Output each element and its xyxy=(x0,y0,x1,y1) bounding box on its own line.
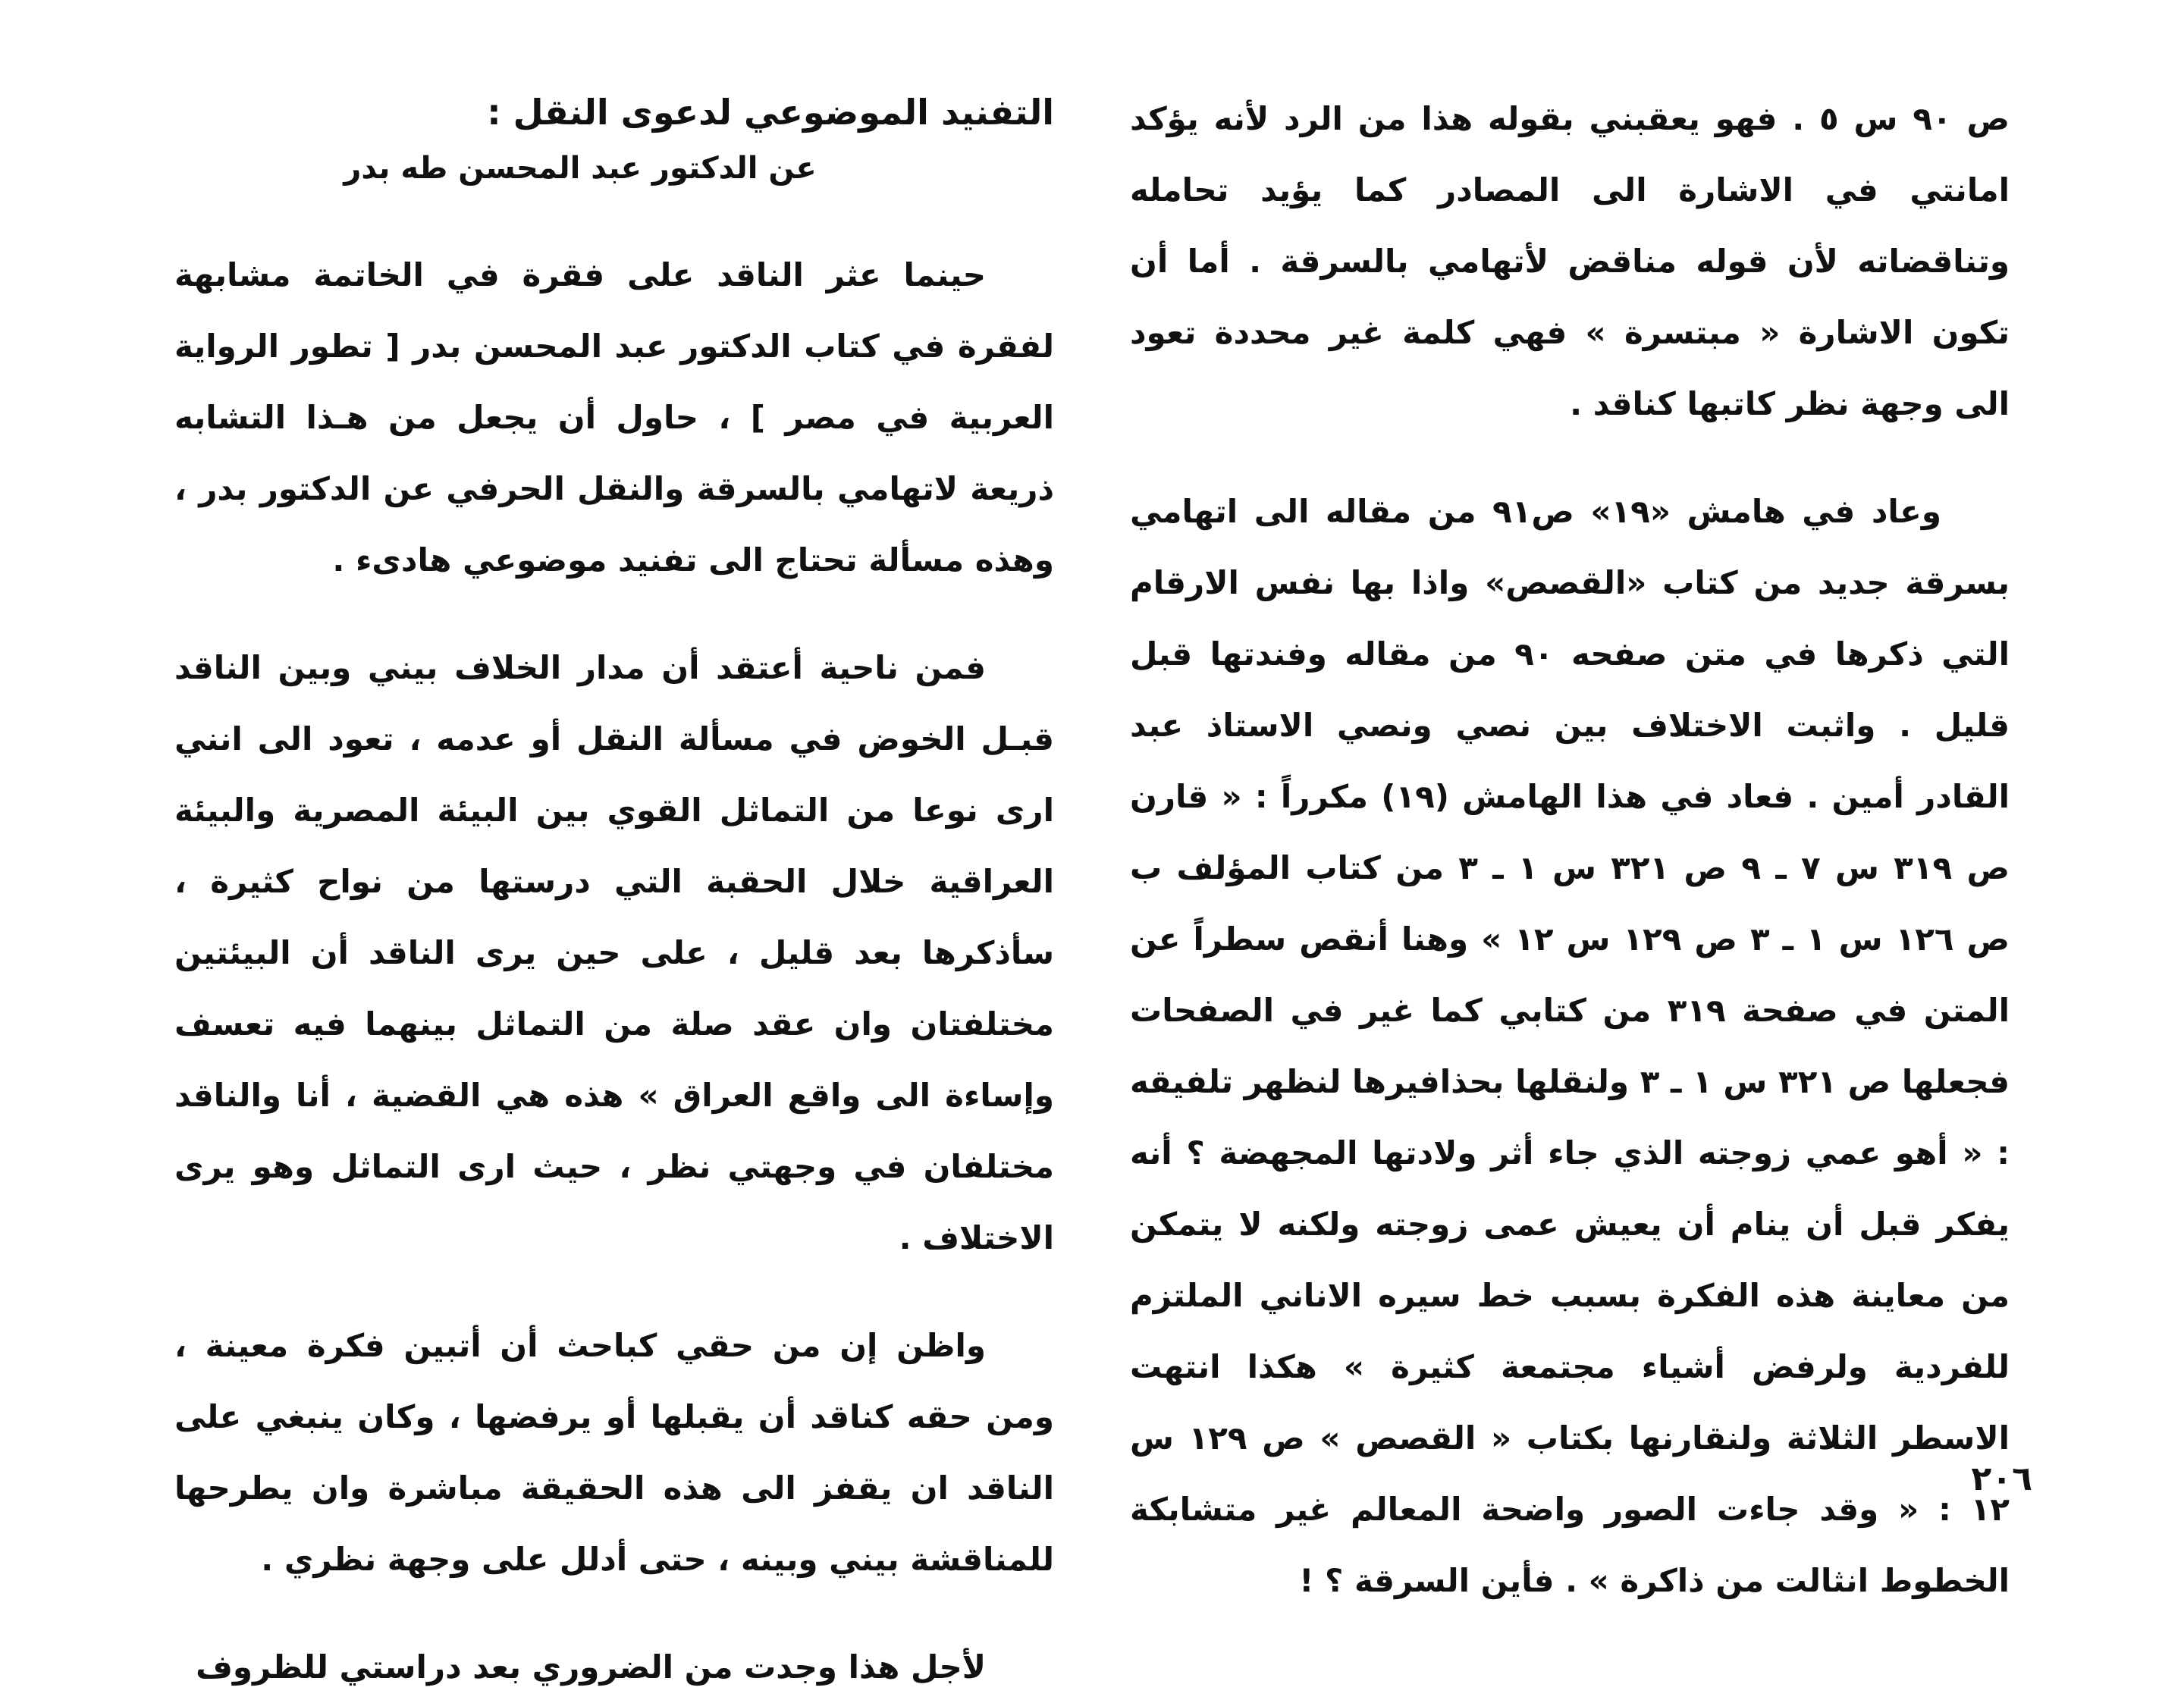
section-byline: عن الدكتور عبد المحسن طه بدر xyxy=(344,151,817,186)
right-paragraph-1: ص ٩٠ س ٥ . فهو يعقبني بقوله هذا من الرد لأنه يؤكد امانتي في الاشارة الى المصادر كما يؤيد تحامله وتناقضاته لأن قوله مناقض لأتهامي بالسرقة . أما أن تكون الاشارة « مبتسرة » فهي كلمة غير محددة تعود الى وجهة نظر كاتبها كناقد . xyxy=(1130,100,2010,422)
left-paragraph-2: فمن ناحية أعتقد أن مدار الخلاف بيني وبين الناقد قبـل الخوض في مسألة النقل أو عدمه ، تعود الى انني ارى نوعا من التماثل القوي بين البيئة المصرية والبيئة العراقية خلال الحقبة التي درستها من نواح كثيرة ، سأذكرها بعد قليل ، على حين يرى الناقد أن البيئتين مختلفتان وان عقد صلة من التماثل بينهما فيه تعسف وإساءة الى واقع العراق » هذه هي القضية ، أنا والناقد مختلفان في وجهتي نظر ، حيث ارى التماثل وهو يرى الاختلاف . xyxy=(174,649,1054,1256)
right-column xyxy=(1130,83,2010,1617)
left-paragraph-3: واظن إن من حقي كباحث أن أتبين فكرة معينة ، ومن حقه كناقد أن يقبلها أو يرفضها ، وكان ينبغي على الناقد ان يقفز الى هذه الحقيقة مباشرة وان يطرحها للمناقشة بيني وبينه ، حتى أدلل على وجهة نظري . xyxy=(174,1327,1054,1578)
left-column xyxy=(174,83,1054,1703)
section-heading: التفنيد الموضوعي لدعوى النقل : xyxy=(487,92,1054,133)
left-paragraph-4: لأجل هذا وجدت من الضروري بعد دراستي للظروف xyxy=(196,1648,986,1686)
right-paragraph-2: وعاد في هامش «١٩» ص٩١ من مقاله الى اتهامي بسرقة جديد من كتاب «القصص» واذا بها نفس الارقام التي ذكرها في متن صفحه ٩٠ من مقاله وفندتها قبل قليل . واثبت الاختلاف بين نصي ونصي الاستاذ عبد القادر أمين . فعاد في هذا الهامش (١٩) مكرراً : « قارن ص ٣١٩ س ٧ ـ ٩ ص ٣٢١ س ١ ـ ٣ من كتاب المؤلف ب ص ١٢٦ س ١ ـ ٣ ص ١٢٩ س ١٢ » وهنا أنقص سطراً عن المتن في صفحة ٣١٩ من كتابي كما غير في الصفحات فجعلها ص ٣٢١ س ١ ـ ٣ ولنقلها بحذافيرها لنظهر تلفيقه : « أهو عمي زوجته الذي جاء أثر ولادتها المجهضة ؟ أنه يفكر قبل أن ينام أن يعيش عمى زوجته ولكنه لا يتمكن من معاينة هذه الفكرة بسبب خط سيره الاناني الملتزم للفردية ولرفض أشياء مجتمعة كثيرة » هكذا انتهت الاسطر الثلاثة ولنقارنها بكتاب « القصص » ص ١٢٩ س ١٢ : « وقد جاءت الصور واضحة المعالم غير متشابكة الخطوط انثالت من ذاكرة » . فأين السرقة ؟ ! xyxy=(1130,493,2010,1599)
page-number: ٢٠٦ xyxy=(1971,1460,2032,1498)
left-paragraph-1: حينما عثر الناقد على فقرة في الخاتمة مشابهة لفقرة في كتاب الدكتور عبد المحسن بدر [ تطور الرواية العربية في مصر ] ، حاول أن يجعل من هـذا التشابه ذريعة لاتهامي بالسرقة والنقل الحرفي عن الدكتور بدر ، وهذه مسألة تحتاج الى تفنيد موضوعي هادىء . xyxy=(174,256,1054,579)
